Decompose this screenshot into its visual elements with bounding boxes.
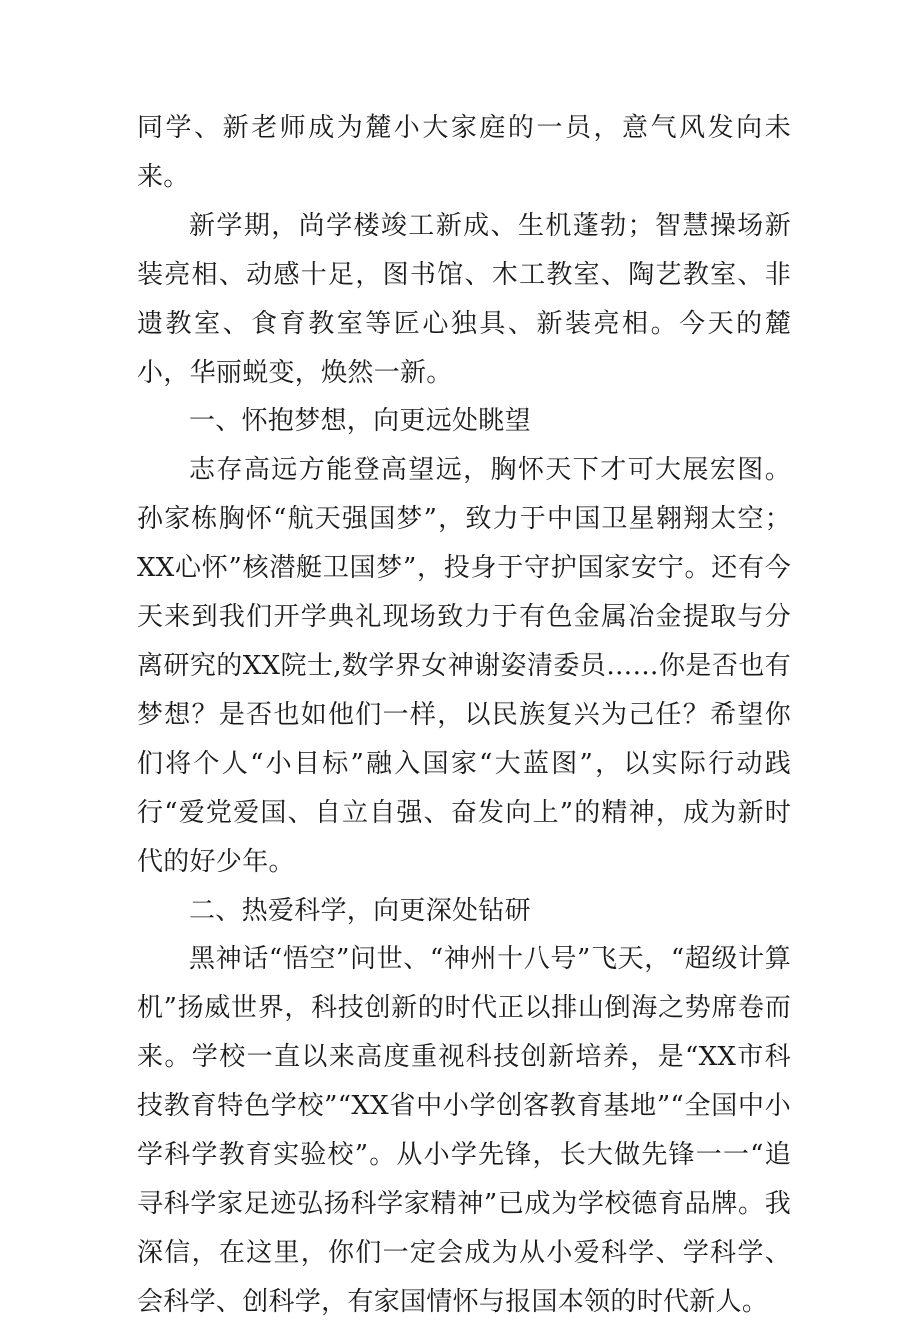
document-body: [137, 104, 791, 1327]
section-heading-science: 二、热爱科学，向更深处钻研: [189, 895, 531, 926]
paragraph-continuation: 同学、新老师成为麓小大家庭的一员，意气风发向未来。: [137, 113, 791, 192]
paragraph-new-semester: 新学期，尚学楼竣工新成、生机蓬勃；智慧操场新装亮相、动感十足，图书馆、木工教室、陶艺教室、非遗教室、食育教室等匠心独具、新装亮相。今天的麓小，华丽蜕变，焕然一新。: [137, 210, 791, 388]
paragraph-science: 黑神话“悟空”问世、“神州十八号”飞天，“超级计算机”扬威世界，科技创新的时代正以排山倒海之势席卷而来。学校一直以来高度重视科技创新培养，是“XX市科技教育特色学校”“XX省中小学创客教育基地”“全国中小学科学教育实验校”。从小学先锋，长大做先锋一一“追寻科学家足迹弘扬科学家精神”已成为学校德育品牌。我深信，在这里，你们一定会成为从小爱科学、学科学、会科学、创科学，有家国情怀与报国本领的时代新人。: [137, 944, 791, 1317]
paragraph-dream: 志存高远方能登高望远，胸怀天下才可大展宏图。孙家栋胸怀“航天强国梦”，致力于中国卫星翱翔太空；XX心怀”核潜艇卫国梦”，投身于守护国家安宁。还有今天来到我们开学典礼现场致力于有色金属冶金提取与分离研究的XX院士,数学界女神谢姿清委员……你是否也有梦想？是否也如他们一样，以民族复兴为己任？希望你们将个人“小目标”融入国家“大蓝图”，以实际行动践行“爱党爱国、自立自强、奋发向上”的精神，成为新时代的好少年。: [137, 455, 791, 877]
section-heading-dream: 一、怀抱梦想，向更远处眺望: [189, 406, 531, 437]
